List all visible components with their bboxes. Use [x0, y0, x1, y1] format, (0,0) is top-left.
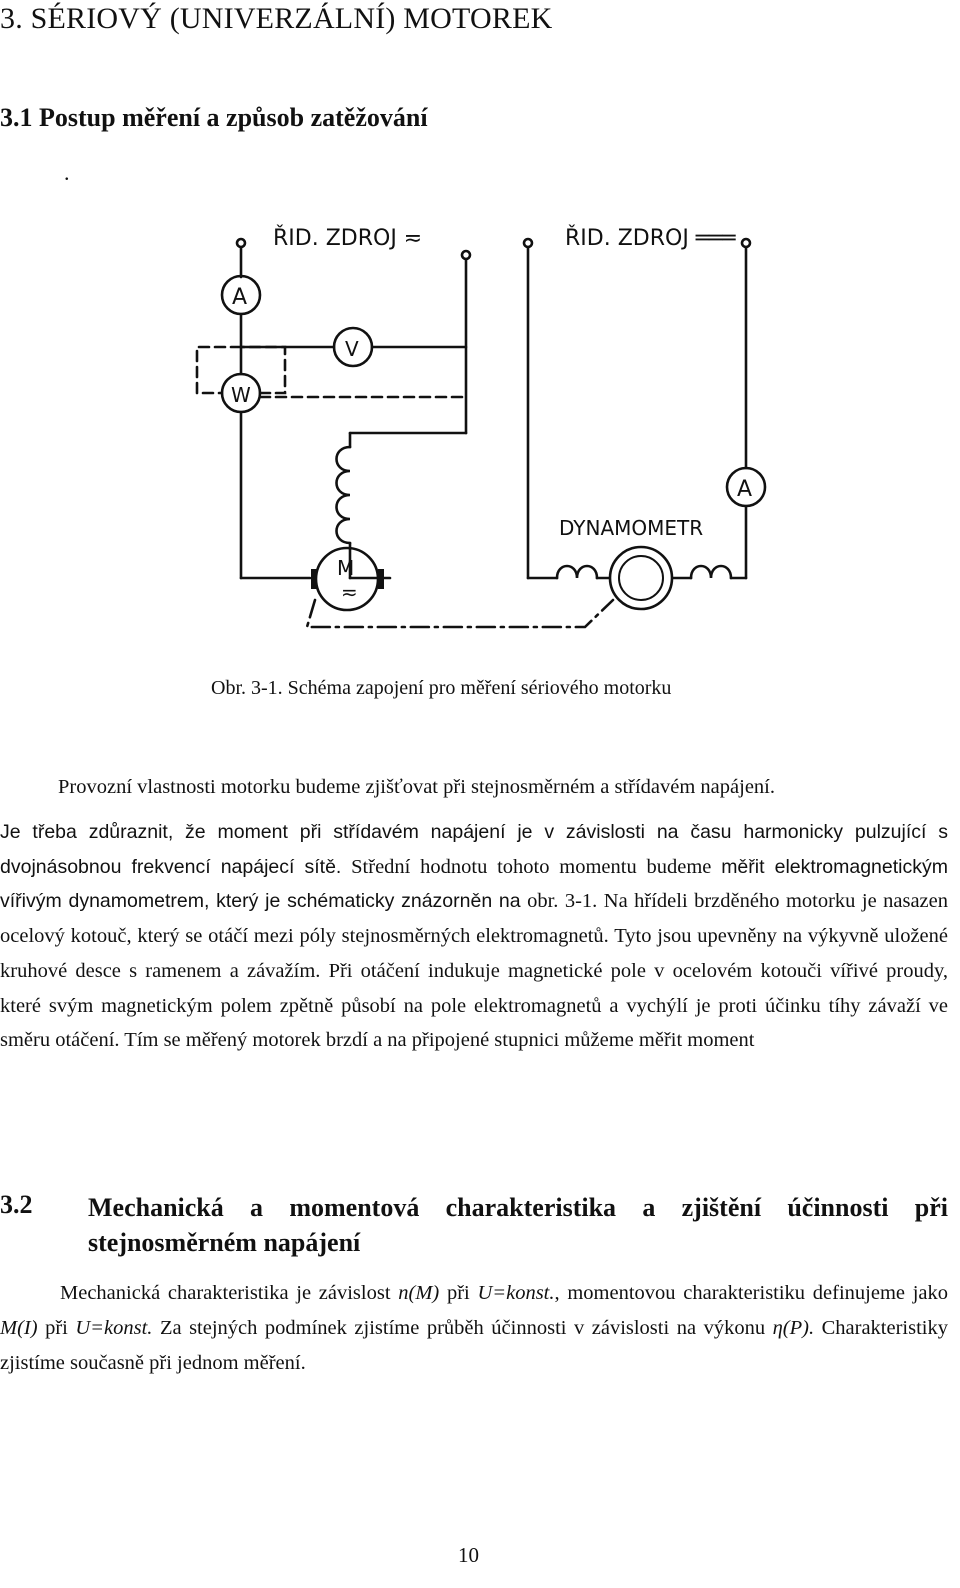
motor-label: M: [337, 556, 355, 580]
paragraph-dynamometer-part-2: Střední hodnotu tohoto momentu budeme: [351, 855, 712, 878]
dynamometer-coil-left: [557, 566, 597, 578]
section-3-2-number: 3.2: [0, 1190, 33, 1219]
p3-text-3: , momentovou charakteristiku definujeme jako: [554, 1282, 948, 1304]
dc-source-label: ŘID. ZDROJ ═══: [565, 226, 736, 251]
circuit-diagram: [185, 205, 785, 645]
p3-text-5: Za stejných podmínek zjistíme průběh účinnosti v závislosti na výkonu: [152, 1317, 773, 1340]
formula-m-of-i: M(I): [0, 1317, 38, 1340]
section-3-2-title: Mechanická a momentová charakteristika a zjištění účinnosti při stejnosměrném napájení: [88, 1193, 948, 1257]
dynamometer-coil-right: [691, 566, 731, 578]
p3-text-2: při: [439, 1282, 478, 1304]
p3-text-4: při: [37, 1317, 76, 1340]
stray-dot: .: [64, 160, 70, 185]
wattmeter-label: W: [231, 383, 251, 407]
paragraph-dynamometer-part-3: měřit elektromagnetickým vířivým dynamometrem, který je schématicky znázorněn na: [0, 855, 948, 913]
chapter-title: 3. SÉRIOVÝ (UNIVERZÁLNÍ) MOTOREK: [0, 2, 553, 35]
paragraph-dynamometer: [0, 815, 948, 1058]
p3-text-6: Charakteristiky zjistíme současně při jednom měření.: [0, 1317, 948, 1375]
formula-eta-of-p: η(P).: [772, 1317, 815, 1340]
ammeter-dc-label: A: [737, 477, 753, 502]
section-3-1-title: 3.1 Postup měření a způsob zatěžování: [0, 103, 428, 132]
ac-source-label: ŘID. ZDROJ ≂: [273, 226, 423, 251]
paragraph-intro: Provozní vlastnosti motorku budeme zjišťovat při stejnosměrném a střídavém napájení.: [58, 776, 775, 798]
formula-n-of-m: n(M): [398, 1282, 440, 1304]
paragraph-dynamometer-part-4: obr. 3-1. Na hřídeli brzděného motorku je nasazen ocelový kotouč, který se otáčí mezi póly stejnosměrných elektromagnetů. Tyto jsou upevněny na výkyvně uložené kruhové desce s ramenem a závažím. Při otáčení indukuje magnetické pole v ocelovém kotouči vířivé proudy, které svým magnetickým polem zpětně působí na pole elektromagnetů a vychýlí je proti účinku tíhy závaží ve směru otáčení. Tím se měřený motorek brzdí a na připojené stupnici můžeme měřit moment: [0, 890, 949, 1052]
dynamometer-label: DYNAMOMETR: [559, 516, 704, 540]
voltmeter-label: V: [345, 337, 359, 361]
series-field-coil: [337, 447, 351, 543]
paragraph-characteristics: [0, 1276, 948, 1382]
motor-ac-symbol: ≂: [341, 580, 358, 604]
ammeter-ac-label: A: [232, 285, 248, 310]
paragraph-dynamometer-part-1: Je třeba zdůraznit, že moment při střídavém napájení je v závislosti na času harmonicky pulzující s dvojnásobnou frekvencí napájecí sítě.: [0, 821, 948, 878]
p3-text-1: Mechanická charakteristika je závislost: [60, 1282, 399, 1304]
formula-u-const-2: U=konst.: [75, 1317, 153, 1340]
figure-caption: Obr. 3-1. Schéma zapojení pro měření sériového motorku: [211, 677, 672, 699]
page-number: 10: [458, 1543, 479, 1567]
formula-u-const-1: U=konst.: [477, 1282, 555, 1304]
